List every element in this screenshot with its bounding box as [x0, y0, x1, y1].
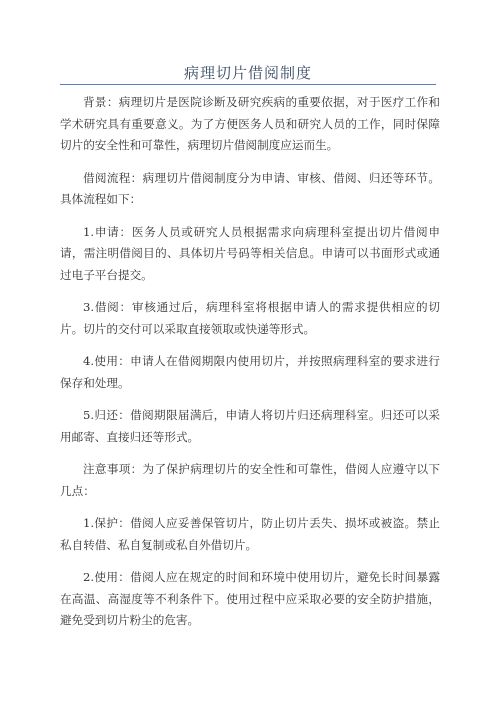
paragraph-background: 背景：病理切片是医院诊断及研究疾病的重要依据，对于医疗工作和学术研究具有重要意义。为了方便医务人员和研究人员的工作，同时保障切片的安全性和可靠性，病理切片借阅制度应运而生。	[60, 95, 440, 152]
paragraph-notes-intro: 注意事项：为了保护病理切片的安全性和可靠性，借阅人应遵守以下几点：	[60, 462, 440, 498]
paragraph-note-use: 2.使用：借阅人应在规定的时间和环境中使用切片，避免长时间暴露在高温、高湿度等不利条件下。使用过程中应采取必要的安全防护措施，避免受到切片粉尘的危害。	[60, 570, 440, 627]
paragraph-step-return: 5.归还：借阅期限届满后，申请人将切片归还病理科室。归还可以采用邮寄、直接归还等形式。	[60, 408, 440, 444]
document-body	[60, 92, 440, 643]
paragraph-step-use: 4.使用：申请人在借阅期限内使用切片，并按照病理科室的要求进行保存和处理。	[60, 354, 440, 390]
document-title: 病理切片借阅制度	[183, 64, 312, 82]
paragraph-borrowing-process: 借阅流程：病理切片借阅制度分为申请、审核、借阅、归还等环节。具体流程如下：	[60, 170, 440, 206]
paragraph-step-borrow: 3.借阅：审核通过后，病理科室将根据申请人的需求提供相应的切片。切片的交付可以采取直接领取或快递等形式。	[60, 300, 440, 336]
paragraph-note-protect: 1.保护：借阅人应妥善保管切片，防止切片丢失、损坏或被盗。禁止私自转借、私自复制或私自外借切片。	[60, 516, 440, 552]
title-underline	[60, 84, 436, 85]
paragraph-step-apply: 1.申请：医务人员或研究人员根据需求向病理科室提出切片借阅申请，需注明借阅目的、具体切片号码等相关信息。申请可以书面形式或通过电子平台提交。	[60, 224, 440, 282]
